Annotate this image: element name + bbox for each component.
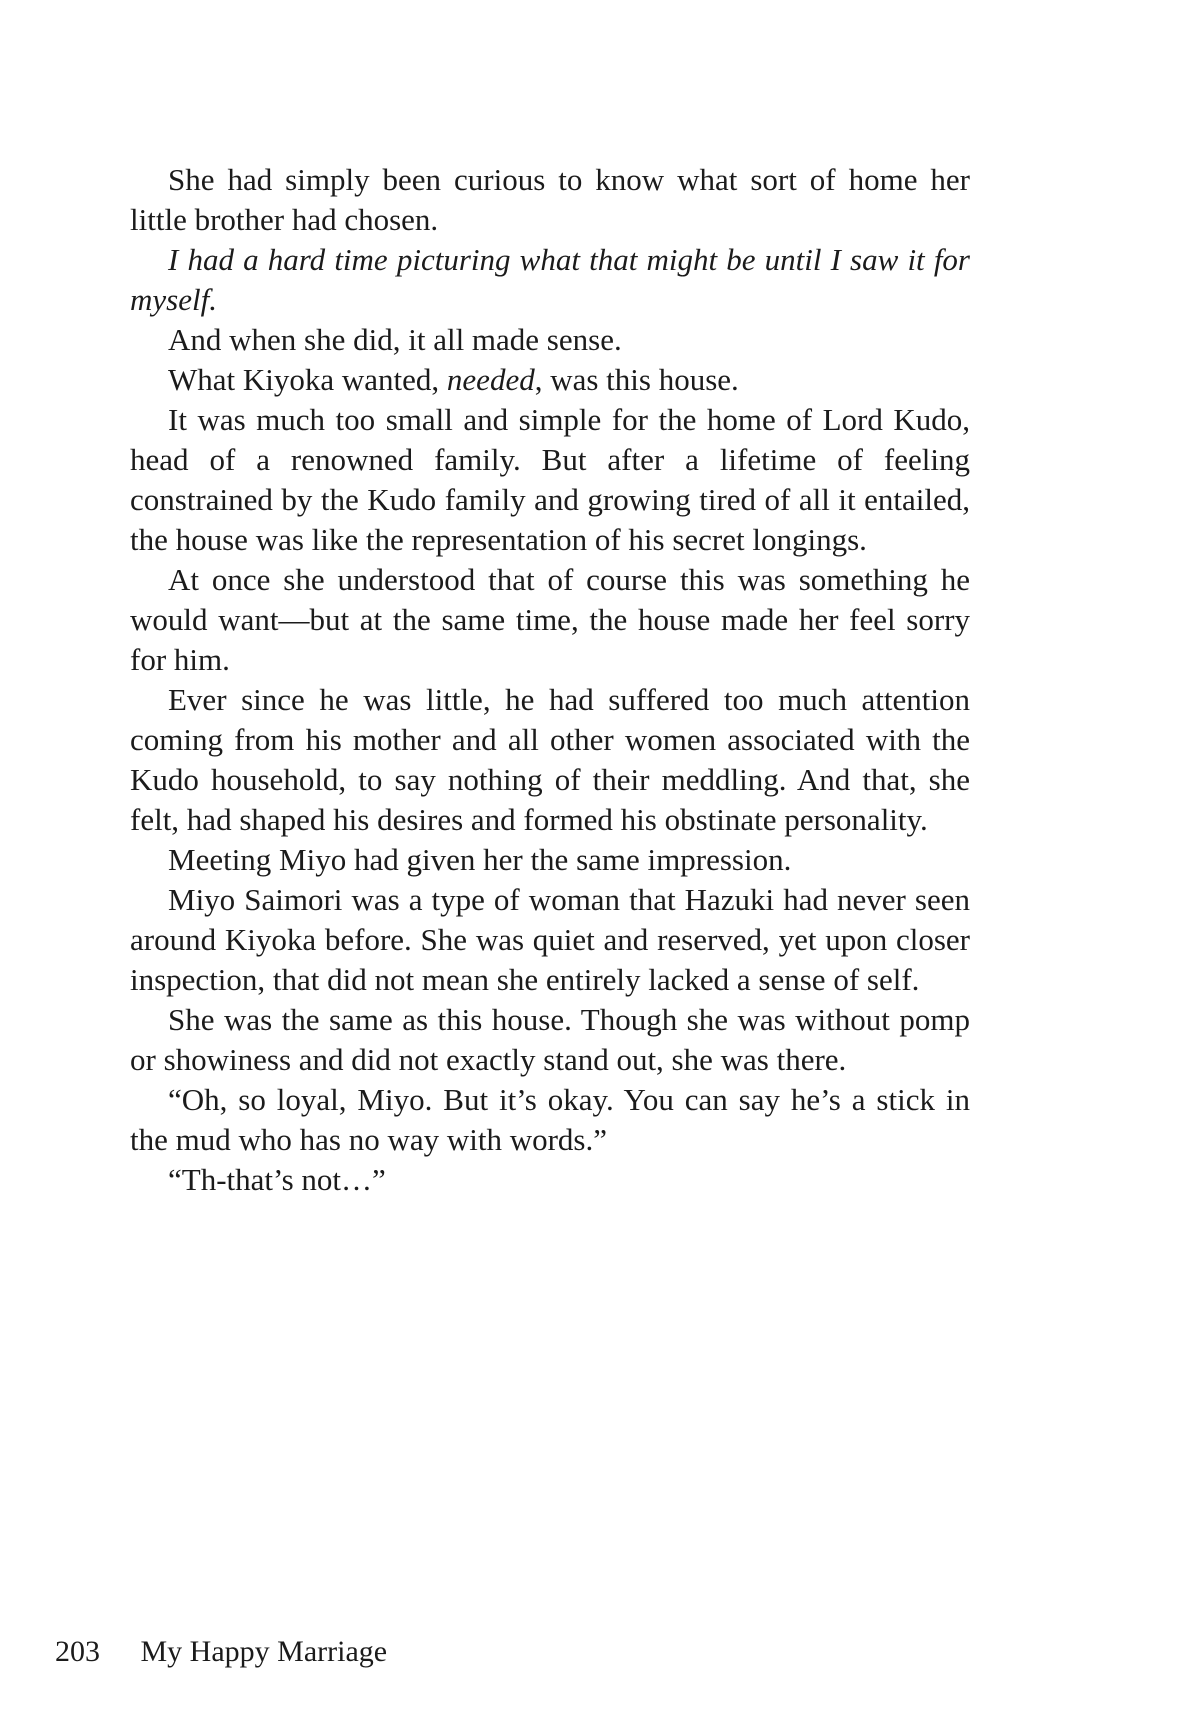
page-number: 203	[55, 1635, 100, 1668]
paragraph	[130, 360, 970, 400]
text-run: , was this house.	[534, 362, 739, 397]
paragraph	[130, 160, 970, 240]
running-title: My Happy Marriage	[140, 1635, 388, 1668]
text-run: Meeting Miyo had given her the same impression.	[168, 842, 792, 877]
text-run: What Kiyoka wanted,	[168, 362, 447, 397]
text-run: Miyo Saimori was a type of woman that Hazuki had never seen around Kiyoka before. She was quiet and reserved, yet upon closer inspection, that did not mean she entirely lacked a sense of self.	[130, 882, 970, 997]
page-footer	[55, 1634, 1055, 1670]
paragraph	[130, 680, 970, 840]
italic-text-run: needed	[446, 362, 535, 397]
text-run: “Oh, so loyal, Miyo. But it’s okay. You can say he’s a stick in the mud who has no way with words.”	[130, 1082, 970, 1157]
paragraph	[130, 320, 970, 360]
text-run: It was much too small and simple for the home of Lord Kudo, head of a renowned family. But after a lifetime of feeling constrained by the Kudo family and growing tired of all it entailed, the house was like the representation of his secret longings.	[130, 402, 970, 557]
text-run: She had simply been curious to know what sort of home her little brother had chosen.	[130, 162, 970, 237]
italic-text-run: I had a hard time picturing what that might be until I saw it for myself.	[130, 242, 970, 317]
paragraph	[130, 1080, 970, 1160]
text-run: And when she did, it all made sense.	[168, 322, 622, 357]
paragraph	[130, 1000, 970, 1080]
paragraph	[130, 1160, 970, 1200]
paragraph	[130, 560, 970, 680]
text-run: At once she understood that of course this was something he would want—but at the same time, the house made her feel sorry for him.	[130, 562, 970, 677]
text-run: “Th-that’s not…”	[168, 1162, 386, 1197]
paragraph	[130, 840, 970, 880]
text-run: Ever since he was little, he had suffered too much attention coming from his mother and all other women associated with the Kudo household, to say nothing of their meddling. And that, she felt, had shaped his desires and formed his obstinate personality.	[130, 682, 970, 837]
paragraph	[130, 240, 970, 320]
paragraph	[130, 880, 970, 1000]
paragraph	[130, 400, 970, 560]
text-run: She was the same as this house. Though she was without pomp or showiness and did not exactly stand out, she was there.	[130, 1002, 970, 1077]
page-text	[130, 160, 970, 1200]
